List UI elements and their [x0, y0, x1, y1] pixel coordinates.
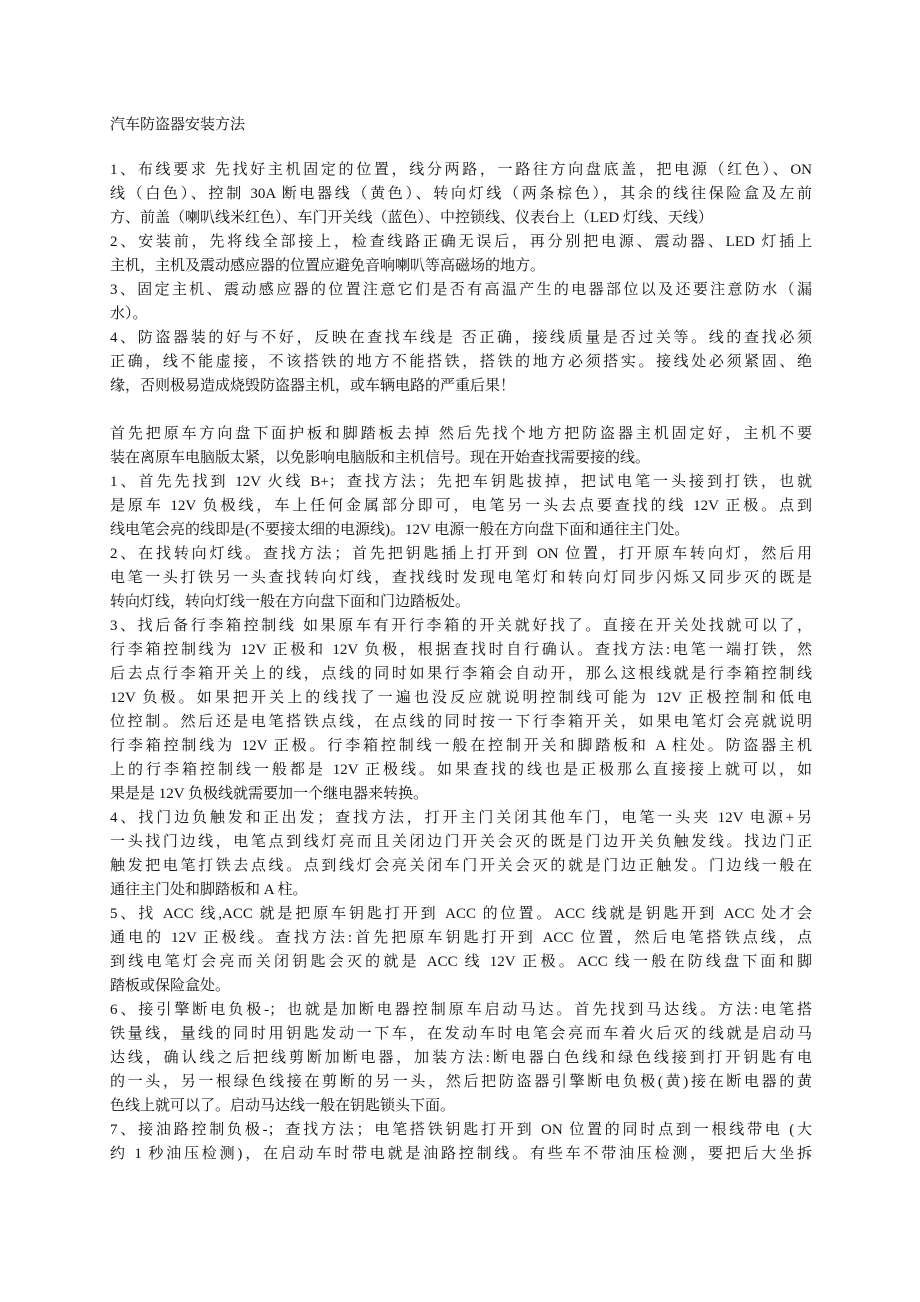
paragraph — [110, 470, 812, 542]
text-line: 线电笔会亮的线即是(不要接太细的电源线)。12V 电源一般在方向盘下面和通往主门处。 — [110, 522, 690, 538]
paragraph — [110, 998, 812, 1118]
text-line: 5、找 ACC 线,ACC 就是把原车钥匙打开到 ACC 的位置。ACC 线就是钥匙开到 ACC 处才会 — [110, 906, 812, 922]
text-line: 装在离原车电脑版太紧，以免影响电脑版和主机信号。现在开始查找需要接的线。 — [110, 450, 651, 466]
text-line: 铁量线，量线的同时用钥匙发动一下车，在发动车时电笔会亮而车着火后灭的线就是启动马 — [110, 1026, 812, 1042]
paragraph — [110, 278, 812, 326]
text-line: 后去点行李箱开关上的线，点线的同时如果行李箱会自动开，那么这根线就是行李箱控制线 — [110, 666, 812, 682]
text-line: 首先把原车方向盘下面护板和脚踏板去掉 然后先找个地方把防盗器主机固定好，主机不要 — [110, 426, 812, 442]
text-line: 果是是 12V 负极线就需要加一个继电器来转换。 — [110, 786, 429, 802]
text-line: 转向灯线，转向灯线一般在方向盘下面和门边踏板处。 — [110, 594, 471, 610]
text-line: 水）。 — [110, 306, 148, 322]
wire-finding-steps — [110, 422, 812, 1166]
text-line: 是原车 12V 负极线，车上任何金属部分即可，电笔另一头去点要查找的线 12V 正极。点到 — [110, 498, 812, 514]
text-line: 4、防盗器装的好与不好，反映在查找车线是 否正确，接线质量是否过关等。线的查找必须 — [110, 330, 812, 346]
text-line: 踏板或保险盒处。 — [110, 978, 231, 994]
paragraph — [110, 230, 812, 278]
text-line: 行李箱控制线为 12V 正极。行李箱控制线一般在控制开关和脚踏板和 A 柱处。防盗器主机 — [110, 738, 812, 754]
paragraph — [110, 542, 812, 614]
text-line: 通电的 12V 正极线。查找方法:首先把原车钥匙打开到 ACC 位置，然后电笔搭铁点线，点 — [110, 930, 812, 946]
paragraph — [110, 614, 812, 806]
text-line: 触发把电笔打铁去点线。点到线灯会亮关闭车门开关会灭的就是门边正触发。门边线一般在 — [110, 858, 812, 874]
text-line: 电笔一头打铁另一头查找转向灯线，查找线时发现电笔灯和转向灯同步闪烁又同步灭的既是 — [110, 570, 812, 586]
text-line: 到线电笔灯会亮而关闭钥匙会灭的就是 ACC 线 12V 正极。ACC 线一般在防线盘下面和脚 — [110, 954, 812, 970]
text-line: 1、布线要求 先找好主机固定的位置，线分两路，一路往方向盘底盖，把电源（红色）、ON — [110, 162, 812, 178]
text-line: 正确，线不能虚接，不该搭铁的地方不能搭铁，搭铁的地方必须搭实。接线处必须紧固、绝 — [110, 354, 812, 370]
document-title: 汽车防盗器安装方法 — [110, 117, 246, 133]
text-line: 线（白色）、控制 30A 断电器线（黄色）、转向灯线（两条棕色），其余的线往保险盒及左前 — [110, 186, 812, 202]
text-line: 方、前盖（喇叭线米红色）、车门开关线（蓝色）、中控锁线、仪表台上（LED 灯线、天线） — [110, 210, 713, 226]
text-line: 缘，否则极易造成烧毁防盗器主机，或车辆电路的严重后果！ — [110, 378, 516, 394]
text-line: 3、找后备行李箱控制线 如果原车有开行李箱的开关就好找了。直接在开关处找就可以了， — [110, 618, 812, 634]
text-line: 约 1 秒油压检测)，在启动车时带电就是油路控制线。有些车不带油压检测，要把后大坐拆 — [110, 1146, 812, 1162]
text-line: 上的行李箱控制线一般都是 12V 正极线。如果查找的线也是正极那么直接接上就可以，如 — [110, 762, 812, 778]
text-line: 达线，确认线之后把线剪断加断电器，加装方法:断电器白色线和绿色线接到打开钥匙有电 — [110, 1050, 812, 1066]
text-line: 1、首先先找到 12V 火线 B+；查找方法；先把车钥匙拔掉，把试电笔一头接到打铁，也就 — [110, 474, 812, 490]
text-line: 色线上就可以了。启动马达线一般在钥匙锁头下面。 — [110, 1098, 456, 1114]
text-line: 的一头，另一根绿色线接在剪断的另一头，然后把防盗器引擎断电负极(黄)接在断电器的黄 — [110, 1074, 812, 1090]
paragraph — [110, 1118, 812, 1166]
text-line: 12V 负极。如果把开关上的线找了一遍也没反应就说明控制线可能为 12V 正极控制和低电 — [110, 690, 812, 706]
text-line: 7、接油路控制负极-；查找方法；电笔搭铁钥匙打开到 ON 位置的同时点到一根线带电 (大 — [110, 1122, 812, 1138]
text-line: 主机，主机及震动感应器的位置应避免音响喇叭等高磁场的地方。 — [110, 258, 546, 274]
text-line: 6、接引擎断电负极-；也就是加断电器控制原车启动马达。首先找到马达线。方法:电笔搭 — [110, 1002, 812, 1018]
text-line: 一头找门边线，电笔点到线灯亮而且关闭边门开关会灭的既是门边开关负触发线。找边门正 — [110, 834, 812, 850]
text-line: 2、安装前，先将线全部接上，检查线路正确无误后，再分别把电源、震动器、LED 灯插上 — [110, 234, 812, 250]
paragraph — [110, 806, 812, 902]
paragraph — [110, 158, 812, 230]
text-line: 位控制。然后还是电笔搭铁点线，在点线的同时按一下行李箱开关，如果电笔灯会亮就说明 — [110, 714, 812, 730]
text-line: 通往主门处和脚踏板和 A 柱。 — [110, 882, 308, 898]
installation-requirements — [110, 158, 812, 398]
paragraph — [110, 326, 812, 398]
text-line: 行李箱控制线为 12V 正极和 12V 负极，根据查找时自行确认。查找方法:电笔一端打铁，然 — [110, 642, 812, 658]
text-line: 3、固定主机、震动感应器的位置注意它们是否有高温产生的电器部位以及还要注意防水（漏 — [110, 282, 812, 298]
paragraph — [110, 422, 812, 470]
text-line: 4、找门边负触发和正出发；查找方法，打开主门关闭其他车门，电笔一头夹 12V 电源+另 — [110, 810, 812, 826]
paragraph — [110, 902, 812, 998]
text-line: 2、在找转向灯线。查找方法；首先把钥匙插上打开到 ON 位置，打开原车转向灯，然后用 — [110, 546, 812, 562]
